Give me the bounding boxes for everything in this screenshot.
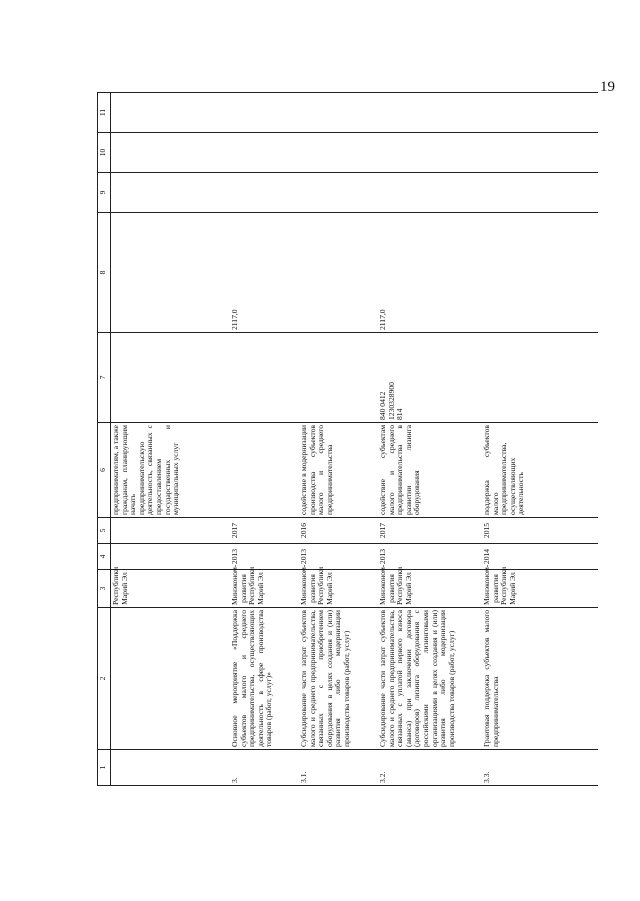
start-year: 2013 [299, 544, 378, 570]
start-year [111, 544, 231, 570]
row-number: 3.3. [482, 750, 598, 786]
start-year: 2013 [230, 544, 299, 570]
column-header: 1 [98, 750, 111, 786]
column-header: 2 [98, 608, 111, 750]
row-number [111, 750, 231, 786]
cell-col9 [299, 173, 378, 213]
end-year: 2015 [482, 518, 598, 544]
column-header: 9 [98, 173, 111, 213]
table-row [378, 93, 482, 786]
cell-col9 [230, 173, 299, 213]
budget-codes [299, 333, 378, 423]
start-year: 2014 [482, 544, 598, 570]
cell-col10 [230, 133, 299, 173]
end-year [111, 518, 231, 544]
column-header: 5 [98, 518, 111, 544]
measure-name: Грантовая поддержка субъектов малого предпринимательства [482, 608, 598, 750]
expected-result: содействие в модернизации производства субъектов малого и среднего предпринимательства [299, 423, 378, 518]
amount [111, 213, 231, 333]
column-header: 7 [98, 333, 111, 423]
cell-col11 [299, 93, 378, 133]
amount: 2117,0 [378, 213, 482, 333]
measure-name: Основное мероприятие «Поддержка субъектов малого и среднего предпринимательства, осуществляющих деятельность в сфере производства товаров (работ, услуг)» [230, 608, 299, 750]
cell-col10 [378, 133, 482, 173]
cell-col9 [482, 173, 598, 213]
cell-col11 [230, 93, 299, 133]
amount [482, 213, 598, 333]
column-header: 3 [98, 570, 111, 608]
table-row [482, 93, 598, 786]
cell-col11 [111, 93, 231, 133]
executor: Минэконом-развития Республики Марий Эл [230, 570, 299, 608]
row-number: 3.1. [299, 750, 378, 786]
executor: Минэконом-развития Республики Марий Эл [378, 570, 482, 608]
budget-codes: 840 0412 1230328900 814 [378, 333, 482, 423]
column-header: 4 [98, 544, 111, 570]
start-year: 2013 [378, 544, 482, 570]
table-row [111, 93, 231, 786]
cell-col9 [111, 173, 231, 213]
row-number: 3.2. [378, 750, 482, 786]
column-header: 6 [98, 423, 111, 518]
end-year: 2017 [230, 518, 299, 544]
end-year: 2017 [378, 518, 482, 544]
expected-result: содействие субъектам малого и среднего предпринимательства в развитии лизинга оборудования [378, 423, 482, 518]
expected-result: предпринимателям, а также гражданам, планирующим начать предпринимательскую деятельность, связанных с предоставлением государственных и муниципальных услуг [111, 423, 231, 518]
cell-col11 [482, 93, 598, 133]
program-table [97, 92, 598, 786]
measure-name: Субсидирование части затрат субъектов малого и среднего предпринимательства, связанных с уплатой первого взноса (аванса) при заключении договора (договоров) лизинга оборудования с российскими лизинговыми организациями в целях создания и (или) развития либо модернизации производства товаров (работ, услуг) [378, 608, 482, 750]
expected-result: поддержка субъектов малого предпринимательства, осуществляющих деятельность [482, 423, 598, 518]
executor: Минэконом-развития Республики Марий Эл [482, 570, 598, 608]
budget-codes [111, 333, 231, 423]
row-number: 3. [230, 750, 299, 786]
executor: Минэконом-развития Республики Марий Эл [299, 570, 378, 608]
table-row [230, 93, 299, 786]
expected-result [230, 423, 299, 518]
column-header: 8 [98, 213, 111, 333]
executor: Республики Марий Эл [111, 570, 231, 608]
budget-codes [230, 333, 299, 423]
column-header: 10 [98, 133, 111, 173]
table-row [299, 93, 378, 786]
page-number: 19 [600, 79, 615, 95]
cell-col10 [299, 133, 378, 173]
amount: 2117,0 [230, 213, 299, 333]
measure-name [111, 608, 231, 750]
cell-col10 [482, 133, 598, 173]
end-year: 2016 [299, 518, 378, 544]
cell-col9 [378, 173, 482, 213]
header-row [98, 93, 111, 786]
budget-codes [482, 333, 598, 423]
column-header: 11 [98, 93, 111, 133]
cell-col10 [111, 133, 231, 173]
cell-col11 [378, 93, 482, 133]
amount [299, 213, 378, 333]
measure-name: Субсидирование части затрат субъектов малого и среднего предпринимательства, связанных с приобретением оборудования в целях создания и (или) развития либо модернизации производства товаров (работ, услуг) [299, 608, 378, 750]
